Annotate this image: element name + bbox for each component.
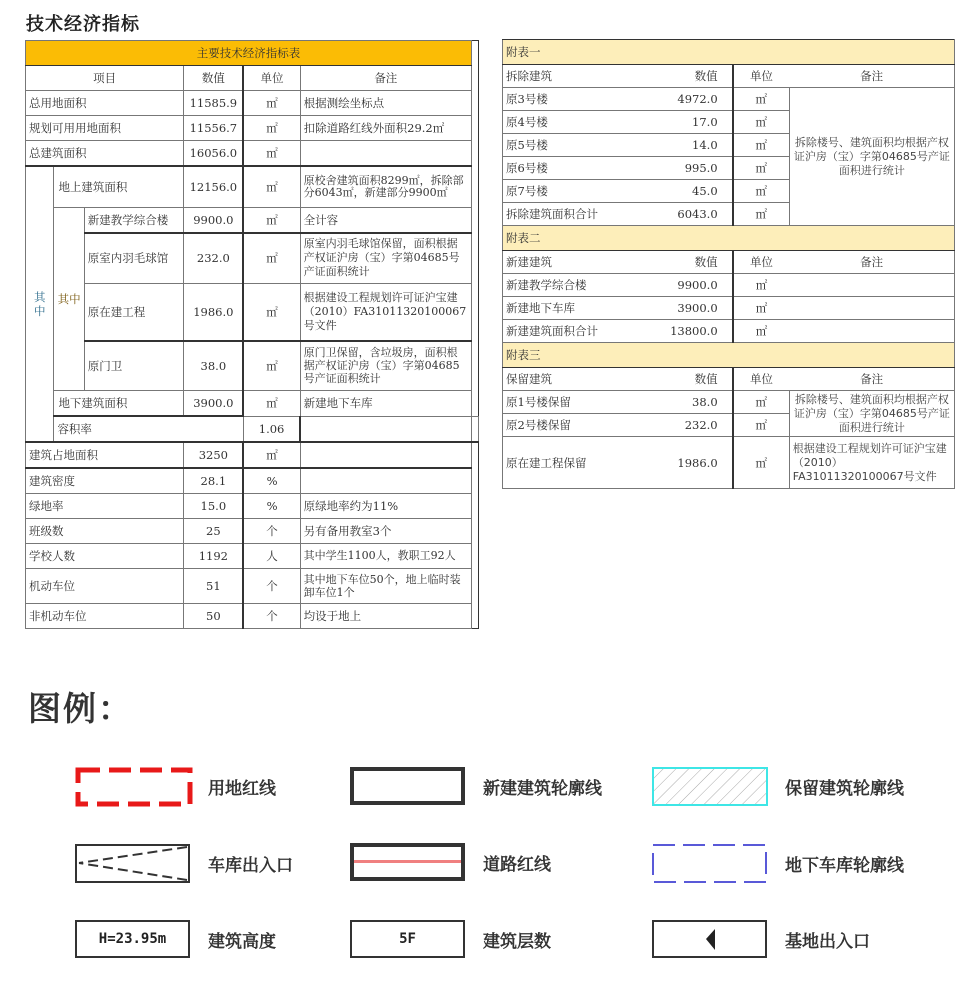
blue-dashed-rect-icon — [652, 844, 767, 882]
table-row: 地下建筑面积 3900.0 ㎡ 新建地下车库 — [26, 391, 479, 417]
table-row: 新建地下车库 3900.0 ㎡ — [503, 297, 955, 320]
table-row: 总建筑面积 16056.0 ㎡ — [26, 141, 479, 167]
thick-black-rect-icon — [350, 767, 465, 805]
garage-entrance-icon — [75, 844, 190, 882]
legend-item-road-red-line: 道路红线 — [350, 843, 551, 881]
table-row: 机动车位 51 个 其中地下车位50个，地上临时装卸车位1个 — [26, 569, 479, 604]
table-row: 容积率 1.06 — [26, 416, 479, 442]
table-row: 规划可用用地面积 11556.7 ㎡ 扣除道路红线外面积29.2㎡ — [26, 116, 479, 141]
table-header-row: 拆除建筑 数值 单位 备注 — [503, 65, 955, 88]
legend-title: 图例： — [28, 689, 133, 728]
table-row: 其中 地上建筑面积 12156.0 ㎡ 原校舍建筑面积8299㎡，拆除部分6043㎡，新建部分9900㎡ — [26, 166, 479, 207]
table-row: 原门卫 38.0 ㎡ 原门卫保留，含垃圾房，面积根据产权证沪房（宝）字第04685号产证面积统计 — [26, 341, 479, 391]
table-row: 拆除建筑面积合计 6043.0 ㎡ — [503, 203, 955, 226]
header-unit: 单位 — [243, 66, 300, 91]
floors-box: 5F — [350, 920, 465, 958]
appendix-2-title: 附表二 — [503, 226, 955, 251]
legend-item-building-height: H=23.95m 建筑高度 — [75, 920, 276, 958]
table-row: 其中 新建教学综合楼 9900.0 ㎡ 全计容 — [26, 207, 479, 233]
header-note: 备注 — [300, 66, 471, 91]
red-dashed-rect-icon — [75, 767, 190, 805]
table-row: 班级数 25 个 另有备用教室3个 — [26, 519, 479, 544]
table-row: 新建教学综合楼 9900.0 ㎡ — [503, 274, 955, 297]
table-row: 原6号楼 995.0 ㎡ — [503, 157, 955, 180]
site-entrance-arrow-icon — [652, 920, 767, 958]
table-row: 新建建筑面积合计 13800.0 ㎡ — [503, 320, 955, 343]
group-label-inner: 其中 — [54, 207, 84, 391]
table-row: 绿地率 15.0 % 原绿地率约为11% — [26, 494, 479, 519]
header-item: 项目 — [26, 66, 184, 91]
group-label-outer: 其中 — [26, 166, 54, 442]
height-box: H=23.95m — [75, 920, 190, 958]
table-row: 学校人数 1192 人 其中学生1100人，教职工92人 — [26, 544, 479, 569]
table-caption: 主要技术经济指标表 — [26, 41, 472, 66]
table-row: 原5号楼 14.0 ㎡ — [503, 134, 955, 157]
header-value: 数值 — [184, 66, 244, 91]
table-header-row: 新建建筑 数值 单位 备注 — [503, 251, 955, 274]
table-row: 总用地面积 11585.9 ㎡ 根据测绘坐标点 — [26, 91, 479, 116]
legend-item-site-red-line: 用地红线 — [75, 767, 276, 805]
legend-item-underground-garage-outline: 地下车库轮廓线 — [652, 844, 904, 882]
legend-item-site-entrance: 基地出入口 — [652, 920, 870, 958]
legend-item-new-building-outline: 新建建筑轮廓线 — [350, 767, 602, 805]
legend-item-garage-entrance: 车库出入口 — [75, 844, 293, 882]
appendix-3-note: 拆除楼号、建筑面积均根据产权证沪房（宝）字第04685号产证面积进行统计 — [789, 391, 954, 437]
table-row: 原在建工程 1986.0 ㎡ 根据建设工程规划许可证沪宝建（2010）FA31011320100067号文件 — [26, 284, 479, 341]
table-row: 建筑密度 28.1 % — [26, 468, 479, 494]
main-indicator-table — [25, 40, 479, 629]
legend-item-retained-building-outline: 保留建筑轮廓线 — [652, 767, 904, 805]
table-row: 建筑占地面积 3250 ㎡ — [26, 442, 479, 468]
table-row: 非机动车位 50 个 均设于地上 — [26, 604, 479, 629]
table-row: 原4号楼 17.0 ㎡ — [503, 111, 955, 134]
table-row: 原室内羽毛球馆 232.0 ㎡ 原室内羽毛球馆保留，面积根据产权证沪房（宝）字第04685号产证面积统计 — [26, 233, 479, 284]
page-title: 技术经济指标 — [26, 14, 140, 35]
appendix-3-title: 附表三 — [503, 343, 955, 368]
appendix-1-note: 拆除楼号、建筑面积均根据产权证沪房（宝）字第04685号产证面积进行统计 — [789, 88, 954, 226]
table-row: 原3号楼 4972.0 ㎡ 拆除楼号、建筑面积均根据产权证沪房（宝）字第04685号产证面积进行统计 — [503, 88, 955, 111]
appendix-1-title: 附表一 — [503, 40, 955, 65]
table-row: 原在建工程保留 1986.0 ㎡ 根据建设工程规划许可证沪宝建（2010）FA31011320100067号文件 — [503, 437, 955, 489]
road-red-line-icon — [350, 843, 465, 881]
cyan-hatched-rect-icon — [652, 767, 767, 805]
table-row: 原7号楼 45.0 ㎡ — [503, 180, 955, 203]
table-header-row: 保留建筑 数值 单位 备注 — [503, 368, 955, 391]
table-row: 原2号楼保留 232.0 ㎡ — [503, 414, 955, 437]
legend-item-building-floors: 5F 建筑层数 — [350, 920, 551, 958]
table-row: 原1号楼保留 38.0 ㎡ 拆除楼号、建筑面积均根据产权证沪房（宝）字第04685号产证面积进行统计 — [503, 391, 955, 414]
appendix-table — [502, 39, 955, 489]
